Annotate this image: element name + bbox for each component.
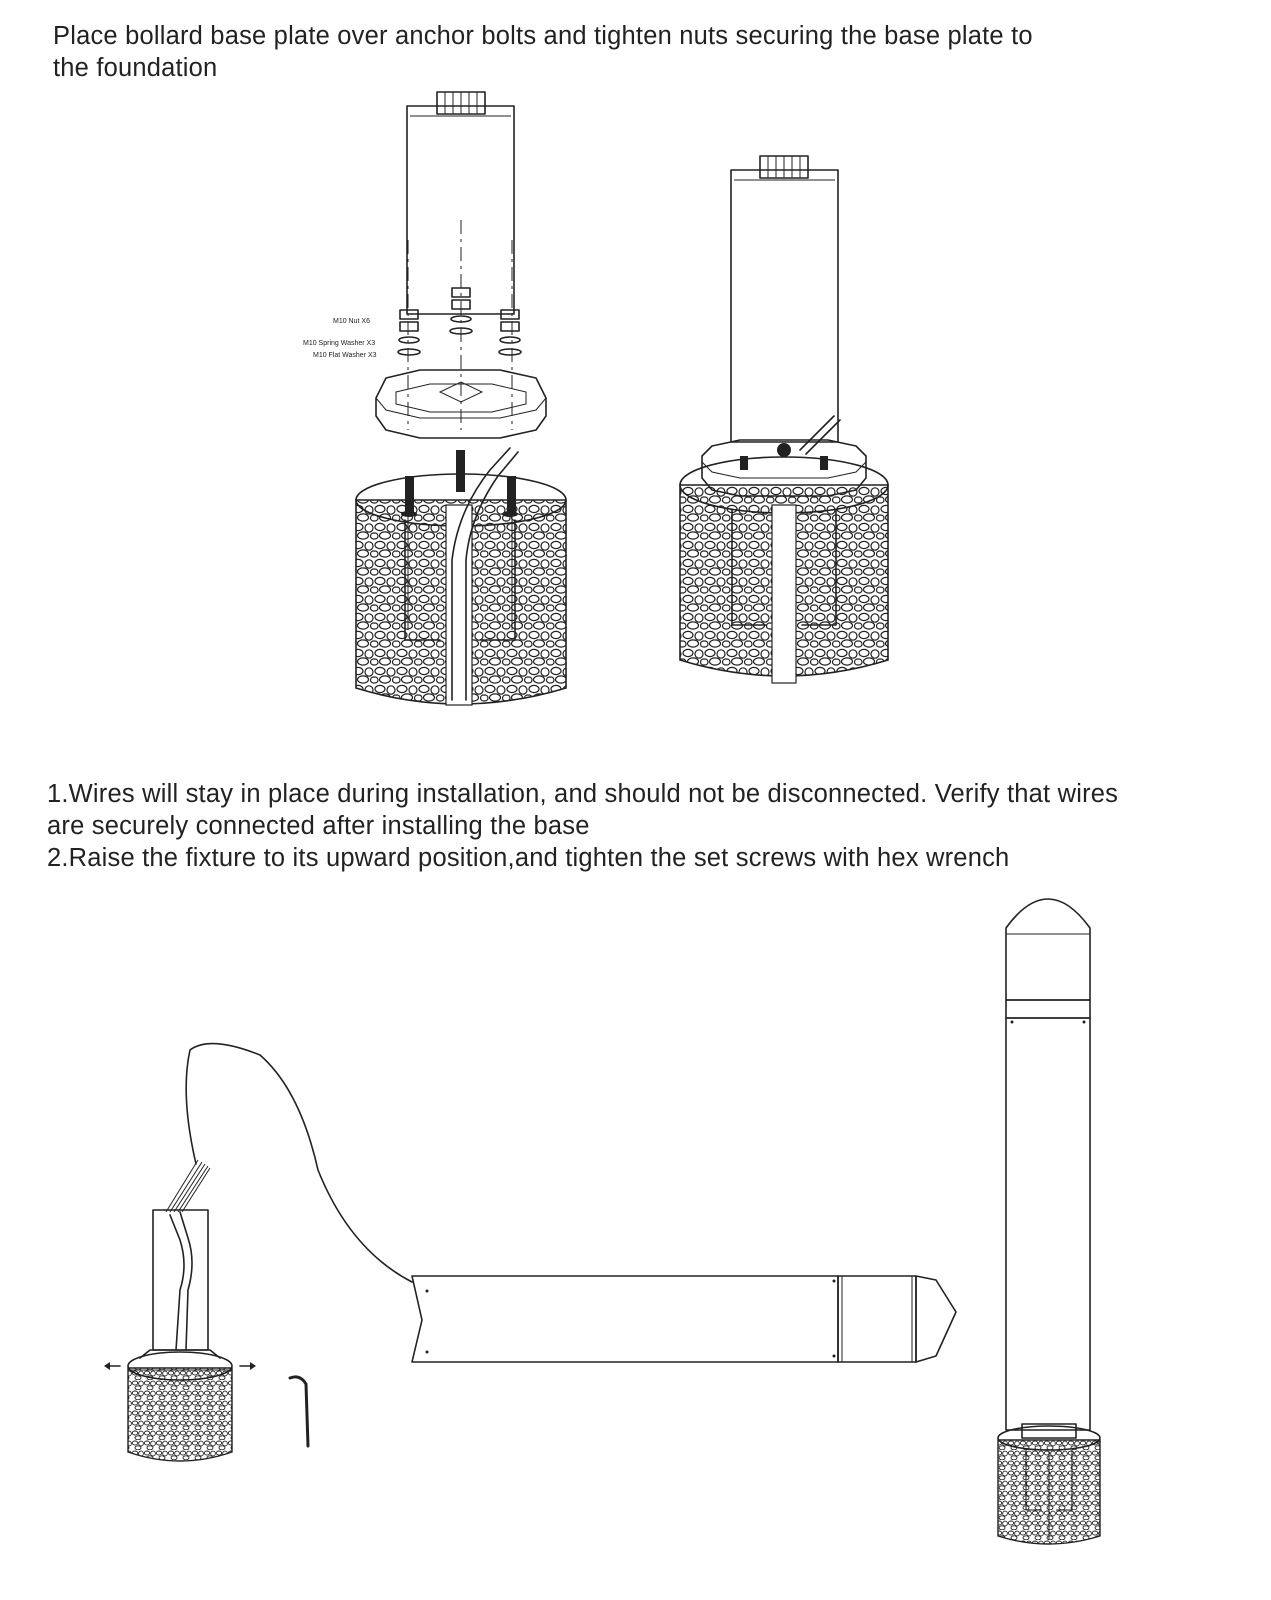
rotation-arrow-right-icon (240, 1362, 256, 1370)
small-foundation (128, 1350, 232, 1461)
horizontal-fixture (412, 1276, 956, 1362)
installed-bollard (998, 899, 1100, 1544)
callout-flat-washer: M10 Flat Washer X3 (313, 352, 377, 359)
small-pole-section (153, 1210, 208, 1350)
step-1-line-2: are securely connected after installing the base (47, 812, 590, 840)
step-1-line-1: 1.Wires will stay in place during installation, and should not be disconnected. Verify that wires (47, 780, 1119, 808)
hex-wrench-icon (290, 1377, 308, 1446)
assembled-base-figure (680, 156, 888, 683)
exploded-base-plate-figure (303, 92, 566, 705)
hardware-stack-left (398, 310, 420, 355)
intro-line-2: the foundation (53, 54, 218, 82)
step-2-line: 2.Raise the fixture to its upward position,and tighten the set screws with hex wrench (47, 844, 1010, 872)
pole-body-mounted (731, 156, 840, 454)
stone-foundation (356, 474, 566, 705)
intro-line-1: Place bollard base plate over anchor bolts and tighten nuts securing the base plate to (53, 22, 1033, 50)
stone-foundation-assembled (680, 457, 888, 683)
hardware-stack-right (499, 310, 521, 355)
wired-base-figure (104, 1160, 308, 1461)
rotation-arrow-left-icon (104, 1362, 120, 1370)
terminal-block-icon (437, 92, 485, 114)
wire-bundle (166, 1160, 210, 1212)
connecting-cable (186, 1044, 412, 1282)
callout-nut: M10 Nut X6 (333, 318, 370, 325)
installed-foundation (998, 1424, 1100, 1544)
terminal-block-icon-2 (760, 156, 808, 178)
callout-spring-washer: M10 Spring Washer X3 (303, 340, 376, 347)
